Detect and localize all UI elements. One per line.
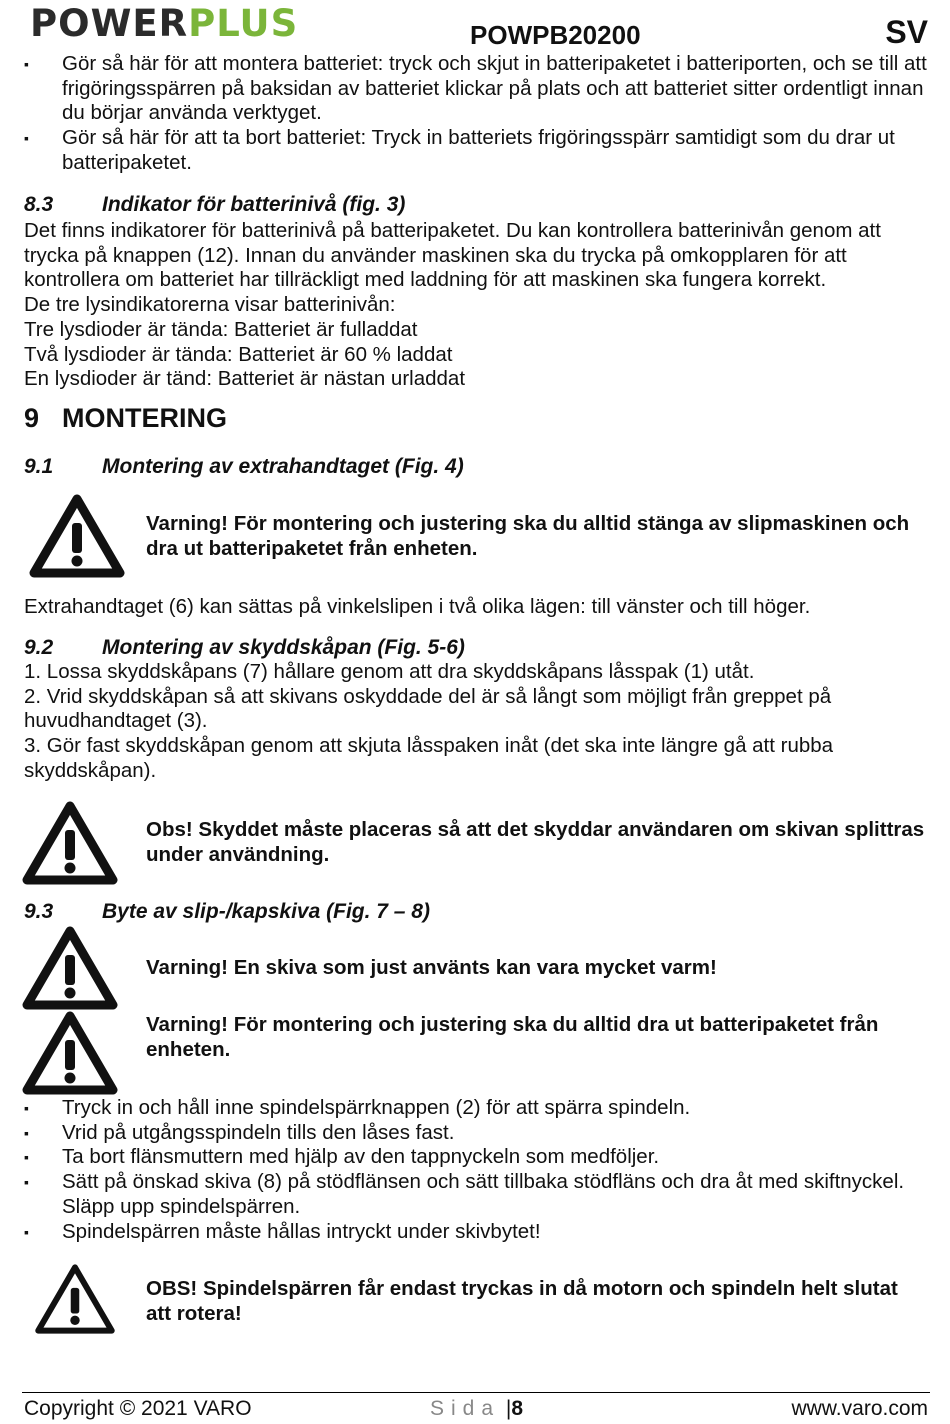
section-9-1-body: Extrahandtaget (6) kan sättas på vinkelslipen i två olika lägen: till vänster och till höger. [24,595,811,618]
section-8-3-body: Det finns indikatorer för batterinivå på batteripaketet. Du kan kontrollera batterinivån genom att trycka på knappen (12). Innan du använder maskinen ska du trycka på omkopplaren för att kontrollera om batteriet har tillräckligt med laddning för att maskinen ska fungera korrekt. De tre lysindikatorerna visar batterinivån: Tre lysdioder är tända: Batteriet är fulladdat Två lysdioder är tända: Batteriet är 60 % laddat En lysdioder är tänd: Batteriet är nästan urladdat [24,219,881,391]
warning-text-guard: Obs! Skyddet måste placeras så att det skyddar användaren om skivan splittras under användning. [146,818,925,866]
intro-bullet-list [24,52,930,176]
section-heading-9-1: 9.1 Montering av extrahandtaget (Fig. 4) [24,455,464,478]
list-item: ▪ Sätt på önskad skiva (8) på stödflänsen och sätt tillbaka stödfläns och dra åt med skiftnyckel. Släpp upp spindelspärren. [24,1170,905,1218]
bullet-icon: ▪ [24,1124,29,1141]
bullet-icon: ▪ [24,1174,29,1191]
footer-page-number: Sida |8 [430,1397,524,1420]
page-header [0,0,950,52]
bullet-icon: ▪ [24,1100,29,1116]
section-9-2-steps [24,660,930,784]
language-code: SV [885,14,928,50]
model-number: POWPB20200 [470,20,641,50]
warning-text-battery: Varning! För montering och justering ska du alltid dra ut batteripaketet från enheten. [146,1013,879,1061]
bullet-icon: ▪ [24,1149,29,1166]
warning-icon [22,800,118,886]
warning-icon [29,493,125,579]
list-item: ▪ Gör så här för att montera batteriet: tryck och skjut in batteripaketet i batteriporten, och se till att frigöringsspärren på baksidan av batteriet klickar på plats och att batteriet sitter ordentligt innan du börjar använda verktyget. [24,52,927,125]
warning-icon [22,925,118,1011]
warning-text-spindle-lock: OBS! Spindelspärren får endast tryckas in då motorn och spindeln helt slutat att rotera! [146,1277,898,1325]
list-item: 1. Lossa skyddskåpans (7) hållare genom att dra skyddskåpans låsspak (1) utåt. [24,660,755,683]
footer-copyright: Copyright © 2021 VARO [24,1397,252,1420]
list-item: 3. Gör fast skyddskåpan genom att skjuta låsspaken inåt (det ska inte längre gå att rubba skyddskåpan). [24,734,834,782]
list-item: ▪ Spindelspärren måste hållas intryckt under skivbytet! [24,1219,541,1243]
list-item: ▪ Tryck in och håll inne spindelspärrknappen (2) för att spärra spindeln. [24,1096,691,1119]
bullet-icon: ▪ [24,1223,29,1240]
section-9-3-bullets [24,1096,930,1244]
warning-icon [34,1262,116,1336]
list-item: 2. Vrid skyddskåpan så att skivans oskyddade del är så långt som möjligt från greppet på huvudhandtaget (3). [24,684,832,733]
bullet-icon: ▪ [24,56,29,72]
footer-website-link[interactable]: www.varo.com [791,1397,928,1420]
section-heading-9-2: 9.2 Montering av skyddskåpan (Fig. 5-6) [24,636,465,659]
warning-text-disconnect: Varning! För montering och justering ska du alltid stänga av slipmaskinen och dra ut batteripaketet från enheten. [146,512,910,560]
list-item: ▪ Ta bort flänsmuttern med hjälp av den tappnyckeln som medföljer. [24,1145,660,1169]
footer-divider [22,1392,930,1393]
list-item: ▪ Vrid på utgångsspindeln tills den låses fast. [24,1120,455,1144]
list-item: ▪ Gör så här för att ta bort batteriet: Tryck in batteriets frigöringsspärr samtidigt som du drar ut batteripaketet. [24,126,895,174]
chapter-heading-9: 9 MONTERING [24,403,227,433]
warning-icon [22,1010,118,1096]
section-heading-9-3: 9.3 Byte av slip-/kapskiva (Fig. 7 – 8) [24,900,430,923]
section-heading-8-3: 8.3 Indikator för batterinivå (fig. 3) [24,193,406,216]
brand-logo: POWERPLUS [30,2,299,45]
warning-text-hot-disc: Varning! En skiva som just använts kan vara mycket varm! [146,956,717,979]
bullet-icon: ▪ [24,130,29,147]
